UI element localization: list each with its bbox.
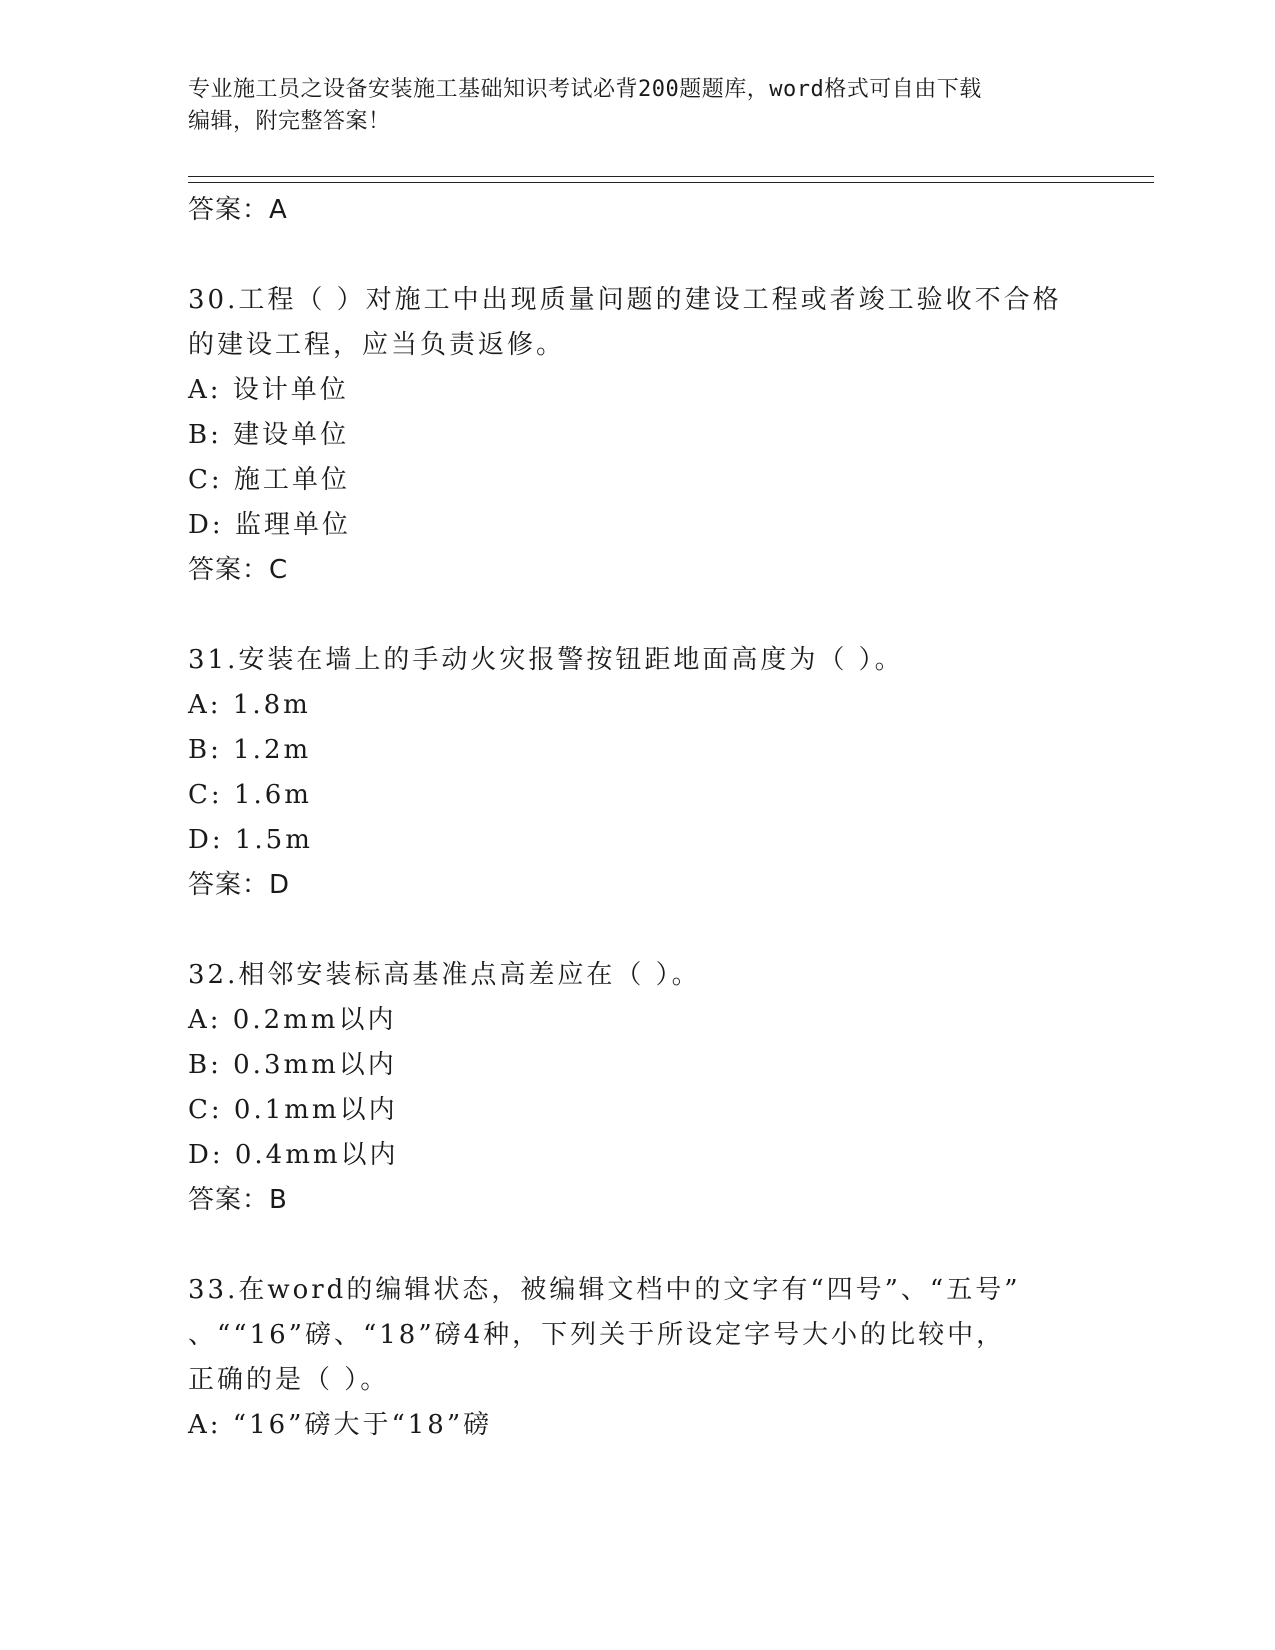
question-text: 的建设工程，应当负责返修。 xyxy=(188,330,566,360)
header-title-line-2: 编辑，附完整答案！ xyxy=(188,109,391,134)
option-b: B: 0.3mm以内 xyxy=(188,1050,397,1080)
option-b: B: 1.2m xyxy=(188,735,312,765)
answer: 答案：B xyxy=(188,1185,288,1215)
option-a: A: 设计单位 xyxy=(188,375,349,405)
option-c: C: 施工单位 xyxy=(188,465,350,495)
spacer xyxy=(188,592,1088,638)
previous-answer: 答案：A xyxy=(188,195,288,225)
question-31 xyxy=(188,638,1088,907)
answer: 答案：C xyxy=(188,555,289,585)
spacer xyxy=(188,232,1088,278)
question-text: 32.相邻安装标高基准点高差应在（ ）。 xyxy=(188,960,701,990)
option-c: C: 0.1mm以内 xyxy=(188,1095,398,1125)
answer: 答案：D xyxy=(188,870,291,900)
option-b: B: 建设单位 xyxy=(188,420,350,450)
option-d: D: 0.4mm以内 xyxy=(188,1140,399,1170)
header-divider xyxy=(188,176,1154,183)
header-title-line-1: 专业施工员之设备安装施工基础知识考试必背200题题库，word格式可自由下载 xyxy=(188,77,982,102)
option-d: D: 1.5m xyxy=(188,825,313,855)
option-a: A: 1.8m xyxy=(188,690,311,720)
spacer xyxy=(188,907,1088,953)
question-text: 31.安装在墙上的手动火灾报警按钮距地面高度为（ ）。 xyxy=(188,645,904,675)
option-c: C: 1.6m xyxy=(188,780,312,810)
question-text: 正确的是（ ）。 xyxy=(188,1365,390,1395)
option-a: A: “16”磅大于“18”磅 xyxy=(188,1410,493,1440)
question-33 xyxy=(188,1268,1088,1448)
spacer xyxy=(188,1222,1088,1268)
document-body xyxy=(188,188,1088,1448)
question-30 xyxy=(188,278,1088,592)
page-header xyxy=(188,74,1088,138)
option-d: D: 监理单位 xyxy=(188,510,351,540)
question-text: 33.在word的编辑状态，被编辑文档中的文字有“四号”、“五号” xyxy=(188,1275,1021,1305)
option-a: A: 0.2mm以内 xyxy=(188,1005,397,1035)
question-text: 、““16”磅、“18”磅4种，下列关于所设定字号大小的比较中， xyxy=(188,1320,1006,1350)
question-32 xyxy=(188,953,1088,1222)
question-text: 30.工程（ ）对施工中出现质量问题的建设工程或者竣工验收不合格 xyxy=(188,285,1062,315)
